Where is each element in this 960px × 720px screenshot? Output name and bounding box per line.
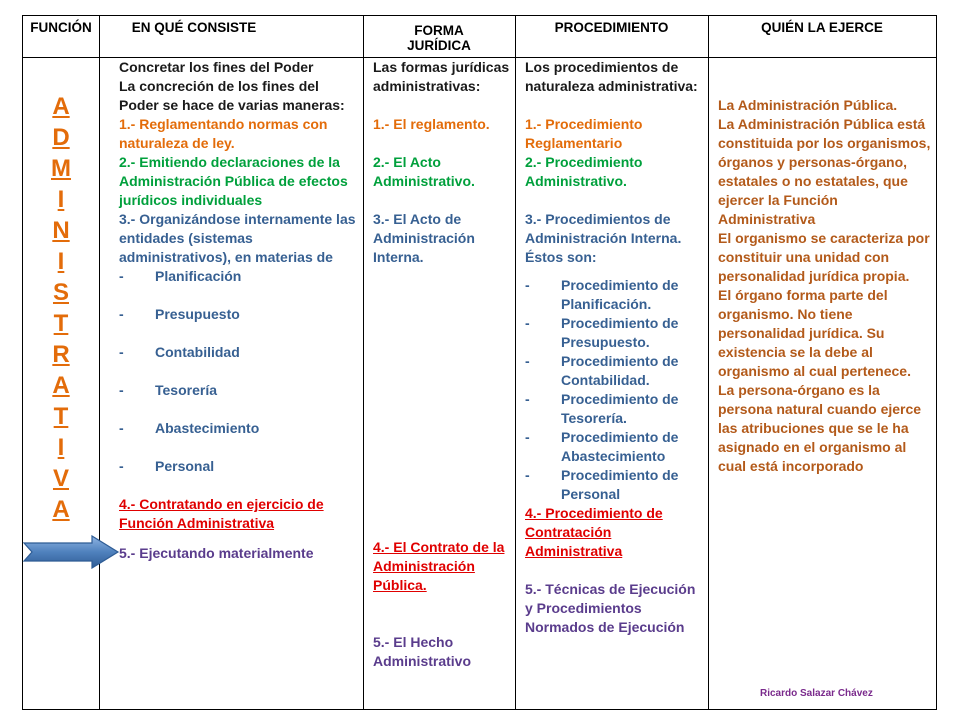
list-item: - Tesorería: [119, 382, 217, 398]
quien-p5: La persona-órgano es la persona natural cuando ejerce las atribuciones que se le ha asignado en el organismo al cual está incorporado: [718, 382, 922, 474]
vertical-letter: N: [52, 217, 70, 244]
cell-forma-juridica: [373, 58, 511, 709]
vertical-letter: M: [51, 155, 71, 182]
list-item: - Personal: [119, 458, 215, 474]
forma-item-5: 5.- El Hecho Administrativo: [373, 634, 472, 669]
list-item: - Procedimiento de Personal: [525, 467, 679, 502]
proc-intro: Los procedimientos de naturaleza administrativa:: [525, 59, 698, 94]
vertical-letter: A: [52, 93, 70, 120]
list-item: - Planificación: [119, 268, 242, 284]
vertical-letter: S: [52, 279, 69, 306]
en-que-intro-text: La concreción de los fines del Poder se hace de varias maneras:: [119, 78, 345, 113]
forma-item-4: 4.- El Contrato de la Administración Pública.: [373, 539, 505, 593]
proc-item-3: 3.- Procedimientos de Administración Interna. Éstos son:: [525, 211, 682, 265]
en-que-item-5: 5.- Ejecutando materialmente: [119, 545, 314, 561]
proc-sublist: [525, 276, 705, 504]
en-que-item-4: 4.- Contratando en ejercicio de Función Administrativa: [119, 496, 324, 531]
list-item: - Procedimiento de Planificación.: [525, 277, 679, 312]
list-item: - Procedimiento de Presupuesto.: [525, 315, 679, 350]
en-que-item-3: 3.- Organizándose internamente las entidades (sistemas administrativos), en materias de: [119, 211, 356, 265]
column-divider: [363, 16, 364, 709]
vertical-letter: I: [57, 434, 65, 461]
cell-en-que-consiste: [119, 58, 359, 709]
column-divider: [708, 16, 709, 709]
header-en-que-consiste: EN QUÉ CONSISTE: [131, 20, 257, 35]
list-item: - Procedimiento de Contabilidad.: [525, 353, 679, 388]
header-quien-la-ejerce: QUIÉN LA EJERCE: [761, 20, 883, 35]
author-signature: Ricardo Salazar Chávez: [760, 688, 873, 699]
en-que-item-1: 1.- Reglamentando normas con naturaleza de ley.: [119, 116, 328, 151]
proc-item-5: 5.- Técnicas de Ejecución y Procedimientos Normados de Ejecución: [525, 581, 696, 635]
right-arrow-icon: [22, 535, 120, 569]
quien-p2: La Administración Pública está constituida por los organismos, órganos y personas-órgano, estatales o no estatales, que ejercer la Función Administrativa: [718, 116, 931, 227]
list-item: - Abastecimiento: [119, 420, 260, 436]
cell-quien-la-ejerce: [718, 96, 932, 709]
header-funcion: FUNCIÓN: [30, 20, 92, 35]
forma-intro: Las formas jurídicas administrativas:: [373, 59, 510, 94]
vertical-letter: I: [57, 248, 65, 275]
quien-p4: El órgano forma parte del organismo. No tiene personalidad jurídica. Su existencia se la debe al organismo al cual pertenece.: [718, 287, 911, 379]
column-divider: [515, 16, 516, 709]
forma-item-3: 3.- El Acto de Administración Interna.: [373, 211, 475, 265]
forma-item-2: 2.- El Acto Administrativo.: [373, 154, 475, 189]
en-que-item-2: 2.- Emitiendo declaraciones de la Administración Pública de efectos jurídicos individuales: [119, 154, 348, 208]
vertical-letter: A: [52, 496, 70, 523]
en-que-intro-title: Concretar los fines del Poder: [119, 59, 314, 75]
header-procedimiento: PROCEDIMIENTO: [554, 20, 669, 35]
list-item: - Contabilidad: [119, 344, 240, 360]
comparison-table: [22, 15, 937, 710]
vertical-letter: T: [53, 310, 69, 337]
list-item: - Procedimiento de Abastecimiento: [525, 429, 679, 464]
column-divider: [99, 16, 100, 709]
vertical-letter: A: [52, 372, 70, 399]
vertical-letter: D: [52, 124, 70, 151]
proc-item-1: 1.- Procedimiento Reglamentario: [525, 116, 643, 151]
en-que-sublist: [119, 267, 359, 476]
proc-item-4: 4.- Procedimiento de Contratación Administrativa: [525, 505, 663, 559]
vertical-letter: R: [52, 341, 70, 368]
proc-item-2: 2.- Procedimiento Administrativo.: [525, 154, 643, 189]
vertical-letter: V: [52, 465, 69, 492]
quien-p3: El organismo se caracteriza por constituir una unidad con personalidad jurídica propia.: [718, 230, 930, 284]
cell-procedimiento: [525, 58, 705, 709]
list-item: - Presupuesto: [119, 306, 240, 322]
list-item: - Procedimiento de Tesorería.: [525, 391, 679, 426]
quien-p1: La Administración Pública.: [718, 97, 898, 113]
header-forma-juridica: FORMA JURÍDICA: [407, 23, 471, 53]
vertical-letter: T: [53, 403, 69, 430]
forma-item-1: 1.- El reglamento.: [373, 116, 490, 132]
vertical-letter: I: [57, 186, 65, 213]
vertical-word-administrativa: [23, 57, 99, 709]
